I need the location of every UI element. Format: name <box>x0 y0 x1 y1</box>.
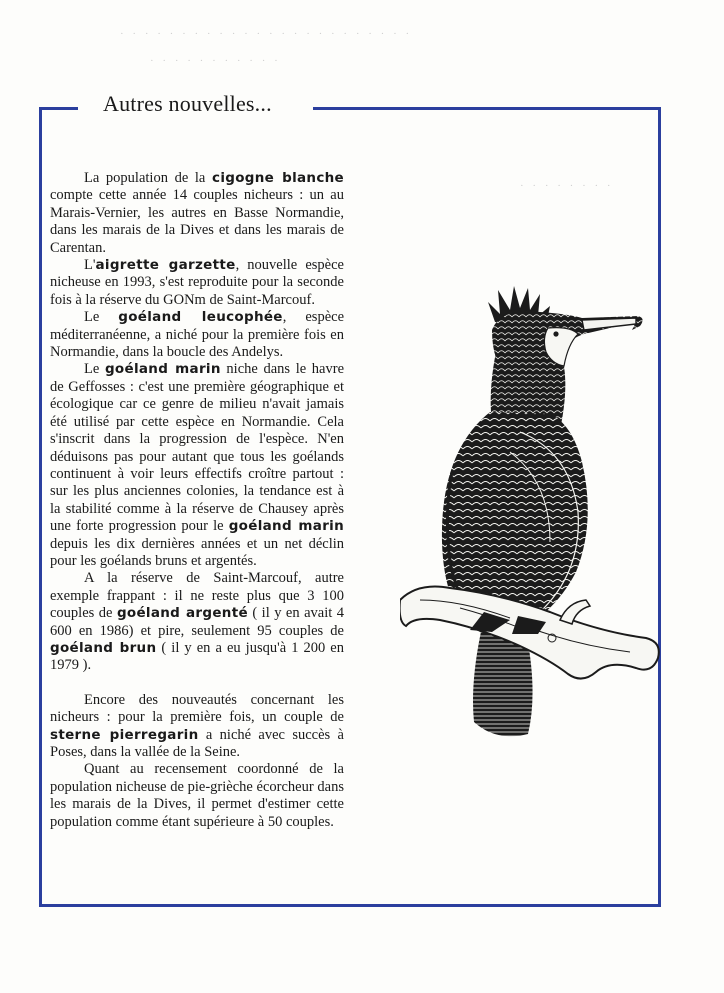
text-run: A la réserve de Saint-Marcouf, autre exemple frappant : il ne reste plus que 3 100 couples de <box>50 570 344 622</box>
species-name: goéland marin <box>228 518 344 535</box>
cormorant-illustration <box>400 282 660 752</box>
article-paragraph <box>50 761 344 831</box>
species-name: goéland leucophée <box>118 309 283 326</box>
frame-top-rule-right <box>313 107 661 110</box>
species-name: goéland marin <box>104 361 221 378</box>
text-run: compte cette année 14 couples nicheurs : un au Marais-Vernier, les autres en Basse Normandie, dans les marais de la Dives et dans les marais de Carentan. <box>50 187 344 256</box>
article-paragraph <box>50 170 344 257</box>
bleed-through-text: · · · · · · · · <box>520 180 614 192</box>
bleed-through-text: · · · · · · · · · · · <box>150 55 281 67</box>
species-name: goéland brun <box>50 639 157 656</box>
article-paragraph <box>50 692 344 762</box>
text-run: , nouvelle espèce nicheuse en 1993, s'est reproduite pour la seconde fois à la réserve du GONm de Saint-Marcouf. <box>50 257 344 308</box>
text-run: Le <box>84 361 105 378</box>
text-run: depuis les dix dernières années et un net déclin pour les goélands bruns et argentés. <box>50 535 344 569</box>
text-run: a niché avec succès à Poses, dans la vallée de la Seine. <box>50 726 344 760</box>
species-name: cigogne blanche <box>212 170 345 186</box>
species-name: aigrette garzette <box>95 257 236 274</box>
article-paragraph <box>50 570 344 674</box>
article-body <box>50 170 344 831</box>
text-run: niche dans le havre de Geffosses : c'est une première géographique et écologique car ce genre de milieu n'avait jamais été utilisé par cette espèce en Normandie. Cela s'inscrit dans la progression de l'espèce. N'en déduisons pas pour autant que tous les goélands continuent à voir leurs effectifs croître partout : sur les plus anciennes colonies, la tendance est à la stabilité comme à la réserve de Chausey après une forte progression pour le <box>50 361 345 535</box>
text-run: Le <box>84 309 119 326</box>
article-paragraph <box>50 361 344 570</box>
bleed-through-text: · · · · · · · · · · · · · · · · · · · · · · · · <box>120 28 413 40</box>
frame-top-rule-left <box>39 107 78 110</box>
species-name: goéland argenté <box>116 605 248 622</box>
text-run: , espèce méditerranéenne, a niché pour la première fois en Normandie, dans la boucle des Andelys. <box>50 309 345 361</box>
page-title: Autres nouvelles... <box>103 91 272 116</box>
text-run: L' <box>84 257 96 274</box>
article-paragraph <box>50 309 344 361</box>
article-paragraph <box>50 257 344 309</box>
text-run: Encore des nouveautés concernant les nicheurs : pour la première fois, un couple de <box>50 691 344 726</box>
text-run: ( il y en a eu jusqu'à 1 200 en 1979 ). <box>50 639 344 674</box>
species-name: sterne pierregarin <box>50 726 199 743</box>
text-run: Quant au recensement coordonné de la population nicheuse de pie-grièche écorcheur dans les marais de la Dives, il permet d'estimer cette population comme étant supérieure à 50 couples. <box>50 761 344 830</box>
text-run: ( il y en avait 4 600 en 1986) et pire, seulement 95 couples de <box>50 605 344 639</box>
text-run: La population de la <box>84 170 213 186</box>
